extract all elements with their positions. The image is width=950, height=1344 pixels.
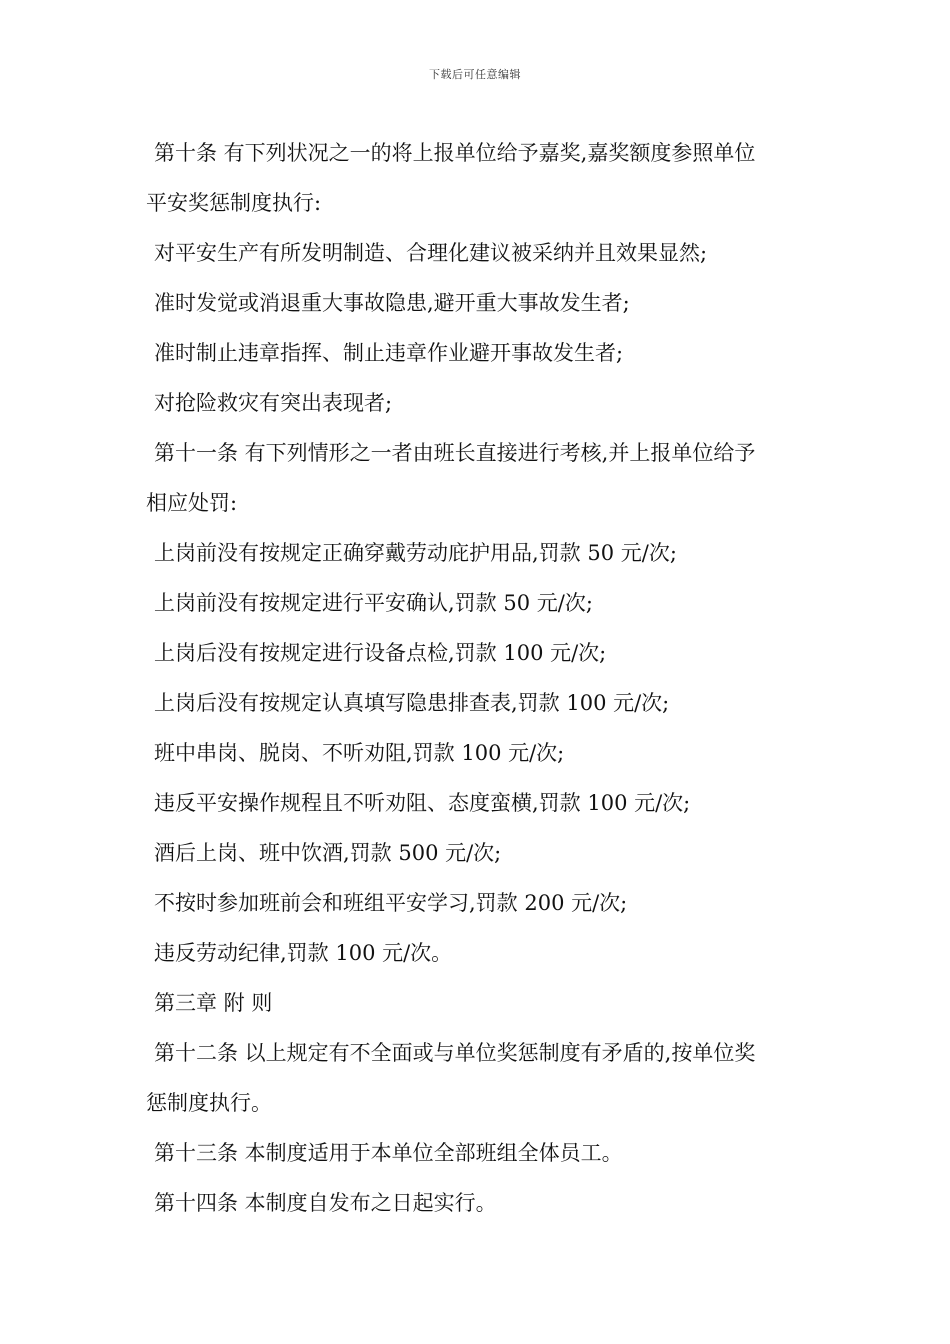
chapter-heading: 第三章 附 则 <box>154 991 273 1015</box>
text-line: 违反劳动纪律,罚款 100 元/次。 <box>154 941 453 965</box>
text-line: 不按时参加班前会和班组平安学习,罚款 200 元/次; <box>154 891 628 915</box>
text-line: 酒后上岗、班中饮酒,罚款 500 元/次; <box>154 841 502 865</box>
text-line: 第十四条 本制度自发布之日起实行。 <box>154 1191 497 1215</box>
text-line: 第十二条 以上规定有不全面或与单位奖惩制度有矛盾的,按单位奖 <box>154 1041 756 1065</box>
text-line: 第十三条 本制度适用于本单位全部班组全体员工。 <box>154 1141 623 1165</box>
text-line: 上岗前没有按规定正确穿戴劳动庇护用品,罚款 50 元/次; <box>154 541 677 565</box>
text-line: 班中串岗、脱岗、不听劝阻,罚款 100 元/次; <box>154 741 565 765</box>
text-line: 惩制度执行。 <box>146 1091 272 1115</box>
document-body <box>146 128 826 1228</box>
text-line: 平安奖惩制度执行: <box>146 191 322 215</box>
text-line: 准时制止违章指挥、制止违章作业避开事故发生者; <box>154 341 624 365</box>
text-line: 准时发觉或消退重大事故隐患,避开重大事故发生者; <box>154 291 630 315</box>
page-header: 下载后可任意编辑 <box>429 68 521 81</box>
text-line: 违反平安操作规程且不听劝阻、态度蛮横,罚款 100 元/次; <box>154 791 691 815</box>
text-line: 对平安生产有所发明制造、合理化建议被采纳并且效果显然; <box>154 241 708 265</box>
text-line: 上岗后没有按规定认真填写隐患排查表,罚款 100 元/次; <box>154 691 670 715</box>
text-line: 相应处罚: <box>146 491 238 515</box>
text-line: 对抢险救灾有突出表现者; <box>154 391 393 415</box>
text-line: 第十一条 有下列情形之一者由班长直接进行考核,并上报单位给予 <box>154 441 756 465</box>
text-line: 上岗后没有按规定进行设备点检,罚款 100 元/次; <box>154 641 607 665</box>
text-line: 上岗前没有按规定进行平安确认,罚款 50 元/次; <box>154 591 593 615</box>
text-line: 第十条 有下列状况之一的将上报单位给予嘉奖,嘉奖额度参照单位 <box>154 141 756 165</box>
